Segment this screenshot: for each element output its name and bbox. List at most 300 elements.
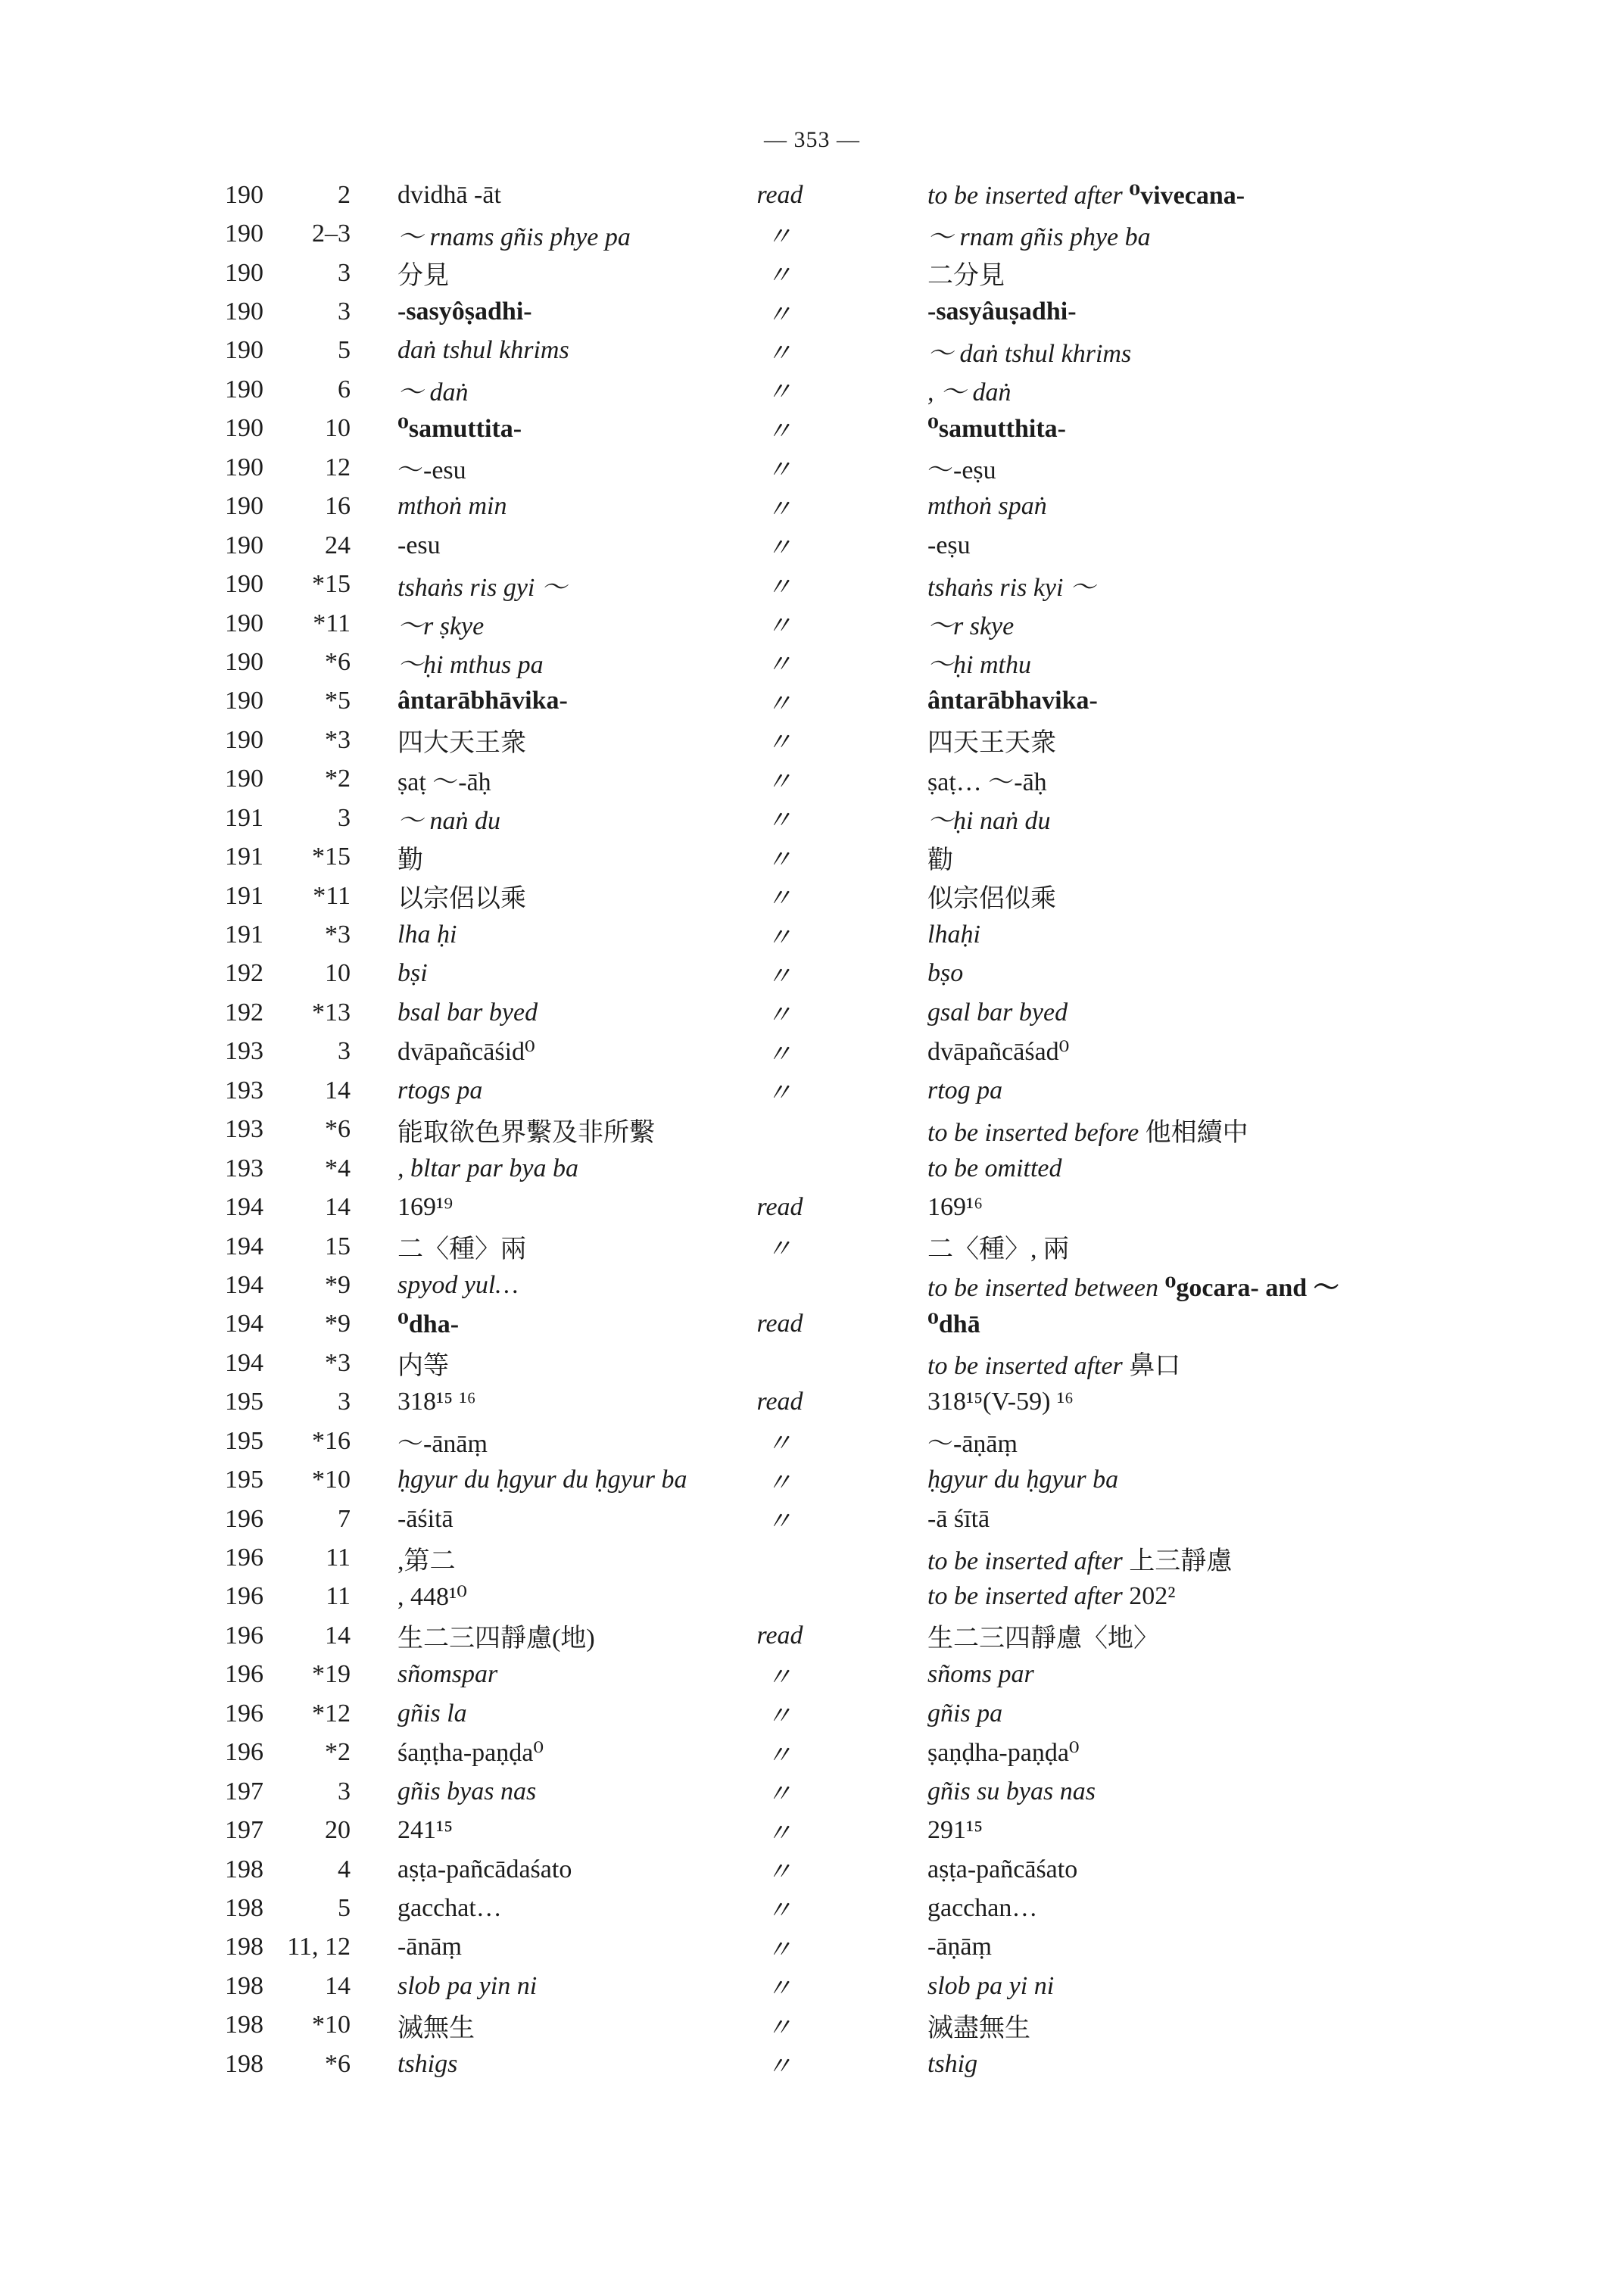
line-ref: *3 [325,921,351,949]
page-ref: 195 [225,1466,263,1494]
line-ref: *9 [325,1310,351,1338]
read-marker: 〃 [766,651,793,680]
erroneous-text: 241¹⁵ [397,1816,454,1845]
erroneous-text: dvidhā -āt [397,180,501,209]
read-marker: 〃 [766,1040,793,1069]
erroneous-text: ḥgyur du ḥgyur du ḥgyur ba [397,1466,687,1494]
line-ref: 11 [326,1582,351,1611]
page-ref: 191 [225,843,263,871]
spacer [351,1578,397,1616]
page-ref: 193 [225,1037,263,1066]
page-ref: 194 [225,1270,263,1299]
line-ref: *9 [325,1270,351,1299]
corrected-text: -eṣu [927,531,971,559]
corrected-text: rtog pa [927,1076,1003,1104]
errata-row [203,721,1457,759]
errata-row [203,877,1457,915]
read-marker: read [756,1193,803,1222]
errata-row [203,955,1457,993]
line-ref: *11 [313,881,351,910]
spacer [351,1033,397,1071]
spacer [351,604,397,643]
spacer [821,760,927,799]
corrected-text: ～ daṅ tshul khrims [927,339,1132,368]
errata-row [203,488,1457,526]
erroneous-text: ,第二 [397,1547,456,1575]
corrected-text: ～-eṣu [927,456,996,485]
line-ref: *12 [312,1699,351,1728]
read-marker [738,1266,821,1304]
erroneous-text: 二〈種〉兩 [397,1235,526,1264]
page-number: — 353 — [764,127,860,152]
errata-row [203,1033,1457,1071]
corrected-text: 291¹⁵ [927,1816,983,1845]
spacer [351,1071,397,1110]
line-ref: 20 [325,1816,351,1845]
corrected-text: 318¹⁵(V-59) ¹⁶ [927,1388,1074,1416]
line-ref: *16 [312,1426,351,1455]
errata-row [203,1305,1457,1344]
read-marker: read [756,1621,803,1650]
page-ref: 196 [225,1544,263,1572]
spacer [351,565,397,603]
read-marker [738,1538,821,1577]
line-ref: 11 [326,1544,351,1572]
spacer [351,915,397,954]
errata-row [203,292,1457,331]
spacer [351,1344,397,1382]
line-ref: 7 [338,1504,351,1533]
page-ref: 191 [225,921,263,949]
line-ref: *13 [312,998,351,1027]
erroneous-text: ～-ānāṃ [397,1430,488,1459]
errata-row [203,1967,1457,2005]
read-marker: 〃 [766,1741,793,1770]
page-ref: 195 [225,1426,263,1455]
errata-row [203,2045,1457,2083]
spacer [351,1422,397,1460]
line-ref: 11, 12 [287,1933,351,1961]
corrected-text: ântarābhavika- [927,687,1098,715]
read-marker: 〃 [766,1936,793,1964]
read-marker: 〃 [766,1703,793,1731]
errata-row [203,370,1457,409]
errata-row [203,1538,1457,1577]
erroneous-text: ⁰samuttita- [397,415,522,444]
errata-row [203,1383,1457,1422]
erroneous-text: ântarābhāvika- [397,687,568,715]
reference-term: 202² [1129,1582,1176,1611]
page-ref: 190 [225,570,263,599]
erroneous-text: 以宗侶以乘 [397,885,526,914]
erroneous-text: ～ naṅ du [397,807,500,836]
corrected-text: tshaṅs ris kyi ～ [927,573,1096,602]
spacer [821,410,927,448]
line-ref: *10 [312,1466,351,1494]
spacer [821,1889,927,1927]
line-ref: *3 [325,1348,351,1377]
spacer [821,1967,927,2005]
spacer [821,955,927,993]
spacer [821,837,927,876]
corrected-text: gacchan… [927,1893,1038,1922]
spacer [351,721,397,759]
read-marker: 〃 [766,1897,793,1926]
errata-row [203,760,1457,799]
spacer [821,332,927,370]
read-marker: 〃 [766,1002,793,1030]
read-marker: 〃 [766,729,793,758]
read-marker [738,1149,821,1188]
errata-row [203,526,1457,565]
read-marker: 〃 [766,768,793,796]
spacer [351,1305,397,1344]
read-marker: 〃 [766,1508,793,1537]
read-marker: 〃 [766,2053,793,2082]
read-marker: 〃 [766,612,793,641]
spacer [821,1383,927,1422]
erroneous-text: śaṇṭha-paṇḍa⁰ [397,1739,544,1768]
line-ref: 5 [338,1893,351,1922]
errata-row [203,1500,1457,1538]
page-ref: 196 [225,1621,263,1650]
erroneous-text: 169¹⁹ [397,1193,454,1222]
spacer [821,1850,927,1889]
spacer [351,332,397,370]
page-ref: 190 [225,453,263,481]
line-ref: 3 [338,298,351,326]
erroneous-text: gacchat… [397,1893,502,1922]
page-ref: 198 [225,1971,263,2000]
page-ref: 198 [225,2011,263,2039]
page-ref: 194 [225,1310,263,1338]
page-ref: 192 [225,959,263,988]
spacer [821,721,927,759]
erroneous-text: -āśitā [397,1504,454,1533]
erroneous-text: ～r ṣkye [397,612,485,641]
read-marker: 〃 [766,301,793,329]
spacer [351,2045,397,2083]
erroneous-text: 勤 [397,846,423,874]
corrected-text: mthoṅ spaṅ [927,492,1047,521]
spacer [351,1266,397,1304]
page-ref: 190 [225,414,263,443]
spacer [821,1188,927,1226]
errata-row [203,1071,1457,1110]
corrected-text [927,1111,1457,1149]
erroneous-text: gñis la [397,1699,467,1728]
line-ref: 24 [325,531,351,559]
instruction-text: to be omitted [927,1154,1062,1182]
line-ref: 16 [325,492,351,521]
corrected-text [927,1149,1457,1188]
spacer [821,292,927,331]
spacer [351,176,397,214]
corrected-text: 勸 [927,846,953,874]
spacer [821,1578,927,1616]
spacer [821,565,927,603]
erroneous-text: 318¹⁵ ¹⁶ [397,1388,476,1416]
read-marker: 〃 [766,1819,793,1848]
page-ref: 193 [225,1115,263,1144]
page-ref: 190 [225,609,263,637]
spacer [351,410,397,448]
read-marker: 〃 [766,1975,793,2004]
read-marker: 〃 [766,1858,793,1887]
spacer [351,1616,397,1655]
errata-row [203,214,1457,253]
erroneous-text: daṅ tshul khrims [397,336,569,365]
spacer [351,837,397,876]
corrected-text [927,176,1457,214]
line-ref: 12 [325,453,351,481]
read-marker: 〃 [766,690,793,718]
page-ref: 191 [225,881,263,910]
corrected-text: lhaḥi [927,921,980,949]
line-ref: 3 [338,803,351,832]
page-ref: 198 [225,1893,263,1922]
corrected-text: ṣaṇḍha-paṇḍa⁰ [927,1739,1080,1768]
line-ref: 14 [325,1621,351,1650]
line-ref: *5 [325,687,351,715]
line-ref: 5 [338,336,351,365]
spacer [821,2045,927,2083]
spacer [351,877,397,915]
corrected-text: gñis pa [927,1699,1003,1728]
spacer [821,1656,927,1694]
spacer [821,1772,927,1811]
page-ref: 196 [225,1699,263,1728]
page-ref: 190 [225,336,263,365]
line-ref: 2–3 [312,220,351,248]
errata-row [203,1111,1457,1149]
corrected-text [927,1538,1457,1577]
spacer [821,1344,927,1382]
line-ref: *2 [325,765,351,793]
spacer [351,1111,397,1149]
spacer [351,292,397,331]
page-ref: 198 [225,2049,263,2078]
spacer [821,1071,927,1110]
erroneous-text: 生二三四靜慮(地) [397,1625,595,1653]
spacer [821,526,927,565]
read-marker: 〃 [766,1430,793,1459]
page-ref: 194 [225,1348,263,1377]
page-ref: 190 [225,298,263,326]
spacer [821,1928,927,1967]
spacer [821,1500,927,1538]
spacer [351,1811,397,1849]
corrected-text: -ā śītā [927,1504,990,1533]
line-ref: 4 [338,1855,351,1883]
reference-term: 鼻口 [1129,1352,1181,1381]
page-ref: 196 [225,1582,263,1611]
errata-row [203,410,1457,448]
spacer [351,955,397,993]
erroneous-text: lha ḥi [397,921,457,949]
erroneous-text: bṣi [397,959,428,988]
page-ref: 193 [225,1154,263,1182]
reference-term: ⁰gocara- and ～ [1164,1274,1339,1303]
spacer [351,1967,397,2005]
corrected-text: 二〈種〉, 兩 [927,1235,1069,1264]
spacer [351,526,397,565]
page-ref: 197 [225,1777,263,1805]
errata-row [203,915,1457,954]
spacer [351,1149,397,1188]
erroneous-text: bsal bar byed [397,998,538,1027]
spacer [351,254,397,292]
reference-term: 上三靜慮 [1129,1547,1233,1575]
spacer [351,1538,397,1577]
page-ref: 190 [225,765,263,793]
corrected-text: 似宗侶似乘 [927,885,1056,914]
corrected-text: 二分見 [927,262,1005,291]
corrected-text: ～ḥi mthu [927,651,1031,680]
spacer [821,682,927,721]
spacer [351,1734,397,1772]
read-marker: 〃 [766,223,793,251]
instruction-text: to be inserted after [927,1547,1130,1575]
errata-row [203,332,1457,370]
spacer [821,448,927,487]
spacer [821,1033,927,1071]
line-ref: *6 [325,2049,351,2078]
corrected-text: dvāpañcāśad⁰ [927,1038,1070,1067]
spacer [821,915,927,954]
corrected-text: ～ḥi naṅ du [927,807,1051,836]
page-ref: 190 [225,725,263,754]
read-marker: 〃 [766,534,793,563]
read-marker: 〃 [766,962,793,991]
errata-row [203,1422,1457,1460]
erroneous-text: 四大天王衆 [397,729,526,758]
line-ref: *2 [325,1738,351,1767]
erroneous-text: -sasyôṣadhi- [397,298,532,326]
corrected-text: ～r skye [927,612,1015,641]
page-ref: 190 [225,180,263,209]
corrected-text: bṣo [927,959,964,988]
line-ref: 2 [338,180,351,209]
line-ref: *11 [313,609,351,637]
errata-row [203,1149,1457,1188]
read-marker: 〃 [766,339,793,368]
reference-term: 他相續中 [1145,1118,1248,1147]
corrected-text: 生二三四靜慮〈地〉 [927,1625,1159,1653]
errata-row [203,2006,1457,2045]
read-marker: 〃 [766,262,793,291]
read-marker: 〃 [766,807,793,836]
page-ref: 197 [225,1816,263,1845]
spacer [351,1188,397,1226]
errata-row [203,254,1457,292]
erroneous-text: ⁰dha- [397,1310,460,1339]
page-ref: 198 [225,1855,263,1883]
page-ref: 196 [225,1660,263,1689]
spacer [351,1850,397,1889]
spacer [351,1656,397,1694]
erroneous-text: ～-esu [397,456,466,485]
corrected-text [927,1578,1457,1616]
line-ref: *19 [312,1660,351,1689]
page-ref: 190 [225,687,263,715]
spacer [821,1538,927,1577]
spacer [351,993,397,1032]
erroneous-text: gñis byas nas [397,1777,537,1805]
erroneous-text: ～ rnams gñis phye pa [397,223,631,251]
corrected-text: -sasyâuṣadhi- [927,298,1077,326]
spacer [821,1460,927,1499]
spacer [351,1928,397,1967]
errata-row [203,1227,1457,1266]
corrected-text: 四天王天衆 [927,729,1056,758]
spacer [351,1383,397,1422]
read-marker: 〃 [766,1781,793,1809]
errata-row [203,448,1457,487]
page-ref: 196 [225,1738,263,1767]
page-ref: 196 [225,1504,263,1533]
spacer [351,682,397,721]
erroneous-text: rtogs pa [397,1076,483,1104]
read-marker: 〃 [766,456,793,485]
erroneous-text: 能取欲色界繫及非所繫 [397,1118,655,1147]
instruction-text: to be inserted after [927,1352,1130,1381]
spacer [351,643,397,681]
spacer [821,643,927,681]
read-marker: 〃 [766,924,793,952]
line-ref: 10 [325,959,351,988]
errata-row [203,799,1457,837]
corrected-text: ṣaṭ… ～-āḥ [927,768,1047,796]
page-ref: 194 [225,1193,263,1222]
page-ref: 190 [225,375,263,403]
spacer [821,1227,927,1266]
line-ref: *3 [325,725,351,754]
erroneous-text: 分見 [397,262,449,291]
corrected-text: ⁰samutthita- [927,415,1066,444]
line-ref: *6 [325,647,351,676]
spacer [821,1149,927,1188]
line-ref: 14 [325,1076,351,1104]
corrected-text: ⁰dhā [927,1310,980,1339]
line-ref: 14 [325,1193,351,1222]
read-marker: 〃 [766,1080,793,1108]
line-ref: *6 [325,1115,351,1144]
spacer [351,488,397,526]
instruction-text: to be inserted before [927,1118,1146,1147]
read-marker: 〃 [766,1469,793,1497]
page-ref: 190 [225,258,263,287]
corrected-text: ～ rnam gñis phye ba [927,223,1151,251]
line-ref: 3 [338,1777,351,1805]
spacer [821,993,927,1032]
spacer [821,1266,927,1304]
spacer [821,1694,927,1733]
line-ref: 14 [325,1971,351,2000]
read-marker: 〃 [766,417,793,446]
corrected-text: gñis su byas nas [927,1777,1096,1805]
read-marker: 〃 [766,573,793,602]
line-ref: 3 [338,1037,351,1066]
errata-row [203,1616,1457,1655]
read-marker [738,1344,821,1382]
line-ref: 3 [338,258,351,287]
spacer [351,214,397,253]
page-ref: 190 [225,492,263,521]
spacer [821,799,927,837]
spacer [351,370,397,409]
corrected-text: ～-āṇāṃ [927,1430,1018,1459]
